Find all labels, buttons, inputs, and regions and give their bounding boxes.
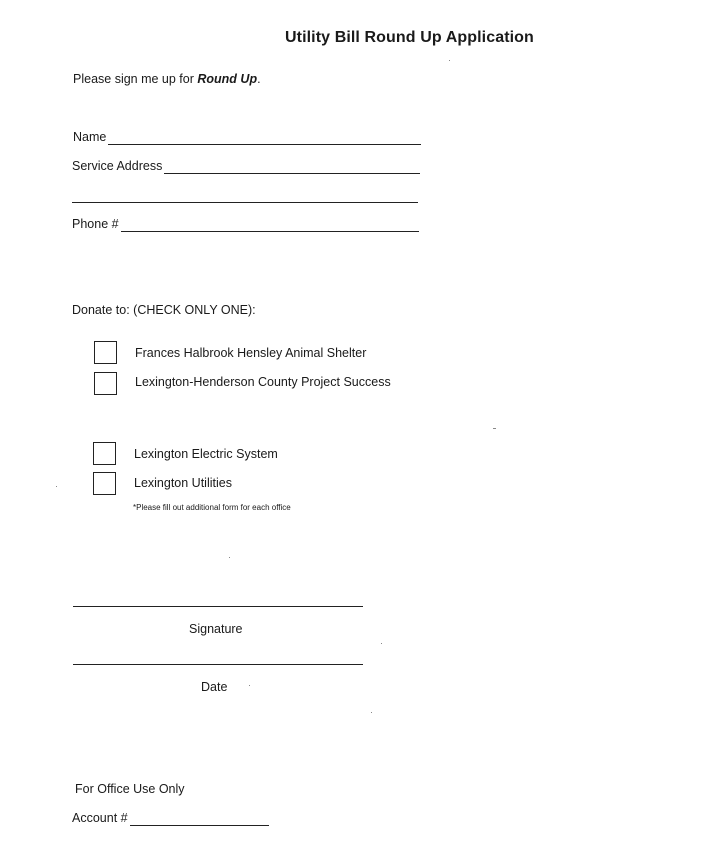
service-address-line-2[interactable] [72,202,418,203]
account-label: Account # [72,811,128,825]
scan-speck [249,685,250,686]
option-electric-system: Lexington Electric System [134,447,278,461]
scan-speck [229,557,230,558]
name-label: Name [73,130,107,144]
name-field-line[interactable] [108,144,421,145]
intro-prefix: Please sign me up for [73,72,198,86]
intro-suffix: . [257,72,261,86]
intro-emphasis: Round Up [197,72,258,86]
scan-speck [381,643,382,644]
scan-speck [449,60,450,61]
checkbox-utilities[interactable] [93,472,116,495]
scan-speck [371,712,372,713]
option-utilities: Lexington Utilities [134,476,232,490]
option-animal-shelter: Frances Halbrook Hensley Animal Shelter [135,346,367,360]
intro-text [73,72,261,86]
service-address-label: Service Address [72,159,163,173]
donate-heading: Donate to: (CHECK ONLY ONE): [72,303,256,317]
scan-speck [493,428,496,429]
scan-speck [56,486,57,487]
date-line[interactable] [73,664,363,665]
office-note: *Please fill out additional form for each office [133,503,291,512]
signature-label: Signature [189,622,243,636]
checkbox-animal-shelter[interactable] [94,341,117,364]
checkbox-project-success[interactable] [94,372,117,395]
phone-label: Phone # [72,217,119,231]
checkbox-electric-system[interactable] [93,442,116,465]
option-project-success: Lexington-Henderson County Project Success [135,375,391,389]
date-label: Date [201,680,228,694]
account-field-line[interactable] [130,825,269,826]
office-use-heading: For Office Use Only [75,782,185,796]
phone-field-line[interactable] [121,231,419,232]
form-title: Utility Bill Round Up Application [285,29,534,46]
signature-line[interactable] [73,606,363,607]
service-address-field-line[interactable] [164,173,420,174]
